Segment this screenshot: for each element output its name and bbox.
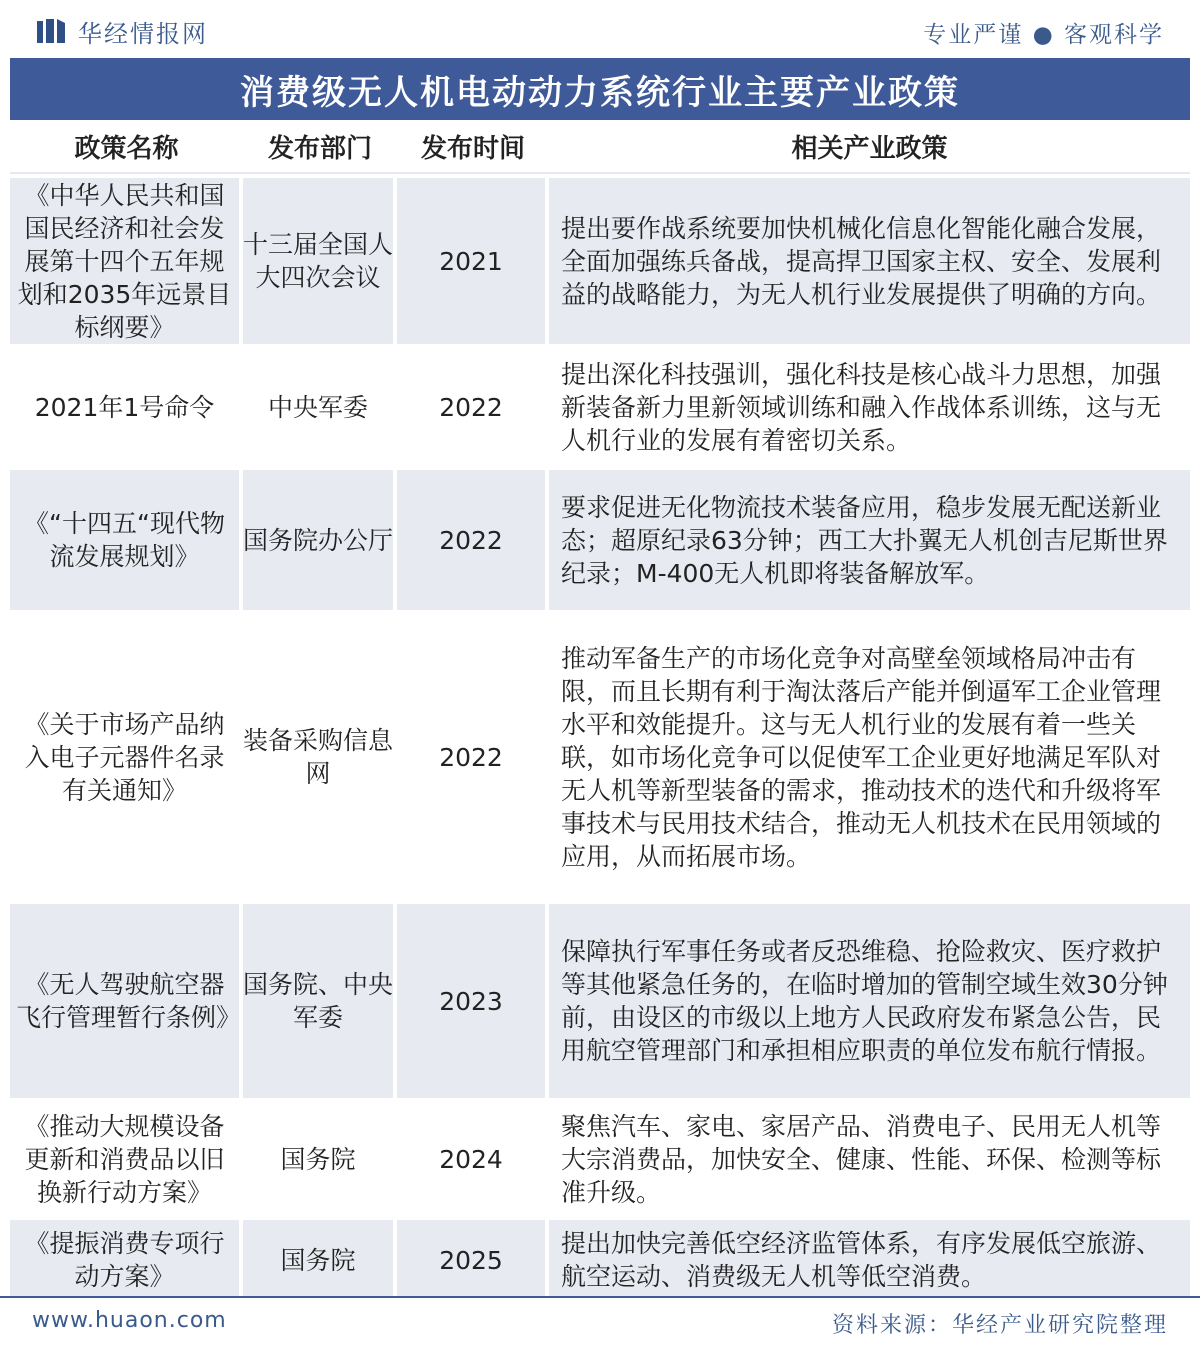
footer bbox=[0, 1296, 1200, 1352]
table-row bbox=[10, 466, 1190, 610]
column-header-policy: 相关产业政策 bbox=[791, 133, 948, 164]
site-url: www.huaon.com bbox=[32, 1308, 227, 1333]
policy-year: 2021 bbox=[397, 178, 549, 344]
slogan: 专业严谨 ● 客观科学 bbox=[923, 22, 1164, 48]
policy-name: 《提振消费专项行动方案》 bbox=[10, 1220, 243, 1300]
table-row bbox=[10, 1098, 1190, 1216]
policy-year: 2024 bbox=[397, 1102, 549, 1216]
policy-content: 推动军备生产的市场化竞争对高壁垒领域格局冲击有限，而且长期有利于淘汰落后产能并倒逼军工企业管理水平和效能提升。这与无人机行业的发展有着一些关联，如市场化竞争可以促使军工企业更好地满足军队对无人机等新型装备的需求，推动技术的迭代和升级将军事技术与民用技术结合，推动无人机技术在民用领域的应用，从而拓展市场。 bbox=[549, 614, 1190, 900]
policy-year: 2023 bbox=[397, 904, 549, 1098]
policy-year: 2025 bbox=[397, 1220, 549, 1300]
policy-content: 提出深化科技强训，强化科技是核心战斗力思想，加强新装备新力里新领域训练和融入作战体系训练，这与无人机行业的发展有着密切关系。 bbox=[549, 348, 1190, 466]
table-row bbox=[10, 610, 1190, 900]
page-title: 消费级无人机电动动力系统行业主要产业政策 bbox=[10, 58, 1190, 120]
policy-dept: 国务院办公厅 bbox=[243, 470, 397, 610]
policy-content: 提出要作战系统要加快机械化信息化智能化融合发展，全面加强练兵备战，提高捍卫国家主权、安全、发展利益的战略能力，为无人机行业发展提供了明确的方向。 bbox=[549, 178, 1190, 344]
column-header-dept: 发布部门 bbox=[267, 133, 372, 164]
policy-dept: 装备采购信息网 bbox=[243, 614, 397, 900]
policy-dept: 国务院 bbox=[243, 1102, 397, 1216]
table-row bbox=[10, 344, 1190, 466]
column-header-date: 发布时间 bbox=[420, 133, 525, 164]
policy-content: 保障执行军事任务或者反恐维稳、抢险救灾、医疗救护等其他紧急任务的，在临时增加的管制空域生效30分钟前，由设区的市级以上地方人民政府发布紧急公告，民用航空管理部门和承担相应职责的单位发布航行情报。 bbox=[549, 904, 1190, 1098]
policy-name: 《“十四五“现代物流发展规划》 bbox=[10, 470, 243, 610]
policy-dept: 国务院 bbox=[243, 1220, 397, 1300]
logo-text: 华经情报网 bbox=[78, 19, 208, 48]
logo bbox=[36, 16, 208, 46]
policy-table bbox=[10, 120, 1190, 1300]
policy-dept: 国务院、中央军委 bbox=[243, 904, 397, 1098]
top-bar bbox=[0, 0, 1200, 58]
source-note: 资料来源：华经产业研究院整理 bbox=[831, 1313, 1168, 1338]
table-row bbox=[10, 900, 1190, 1098]
policy-content: 要求促进无化物流技术装备应用，稳步发展无配送新业态；超原纪录63分钟；西工大扑翼无人机创吉尼斯世界纪录；M-400无人机即将装备解放军。 bbox=[549, 470, 1190, 610]
policy-name: 《无人驾驶航空器飞行管理暂行条例》 bbox=[10, 904, 243, 1098]
column-header-name: 政策名称 bbox=[74, 133, 179, 164]
policy-dept: 中央军委 bbox=[243, 348, 397, 466]
policy-content: 提出加快完善低空经济监管体系，有序发展低空旅游、航空运动、消费级无人机等低空消费。 bbox=[549, 1220, 1190, 1300]
policy-year: 2022 bbox=[397, 348, 549, 466]
policy-name: 2021年1号命令 bbox=[10, 348, 243, 466]
policy-year: 2022 bbox=[397, 470, 549, 610]
policy-name: 《推动大规模设备更新和消费品以旧换新行动方案》 bbox=[10, 1102, 243, 1216]
table-header bbox=[10, 120, 1190, 174]
logo-icon bbox=[36, 18, 66, 44]
policy-name: 《关于市场产品纳入电子元器件名录有关通知》 bbox=[10, 614, 243, 900]
policy-dept: 十三届全国人大四次会议 bbox=[243, 178, 397, 344]
policy-name: 《中华人民共和国国民经济和社会发展第十四个五年规划和2035年远景目标纲要》 bbox=[10, 178, 243, 344]
policy-content: 聚焦汽车、家电、家居产品、消费电子、民用无人机等大宗消费品，加快安全、健康、性能、环保、检测等标准升级。 bbox=[549, 1102, 1190, 1216]
table-row bbox=[10, 1216, 1190, 1300]
table-row bbox=[10, 174, 1190, 344]
policy-year: 2022 bbox=[397, 614, 549, 900]
